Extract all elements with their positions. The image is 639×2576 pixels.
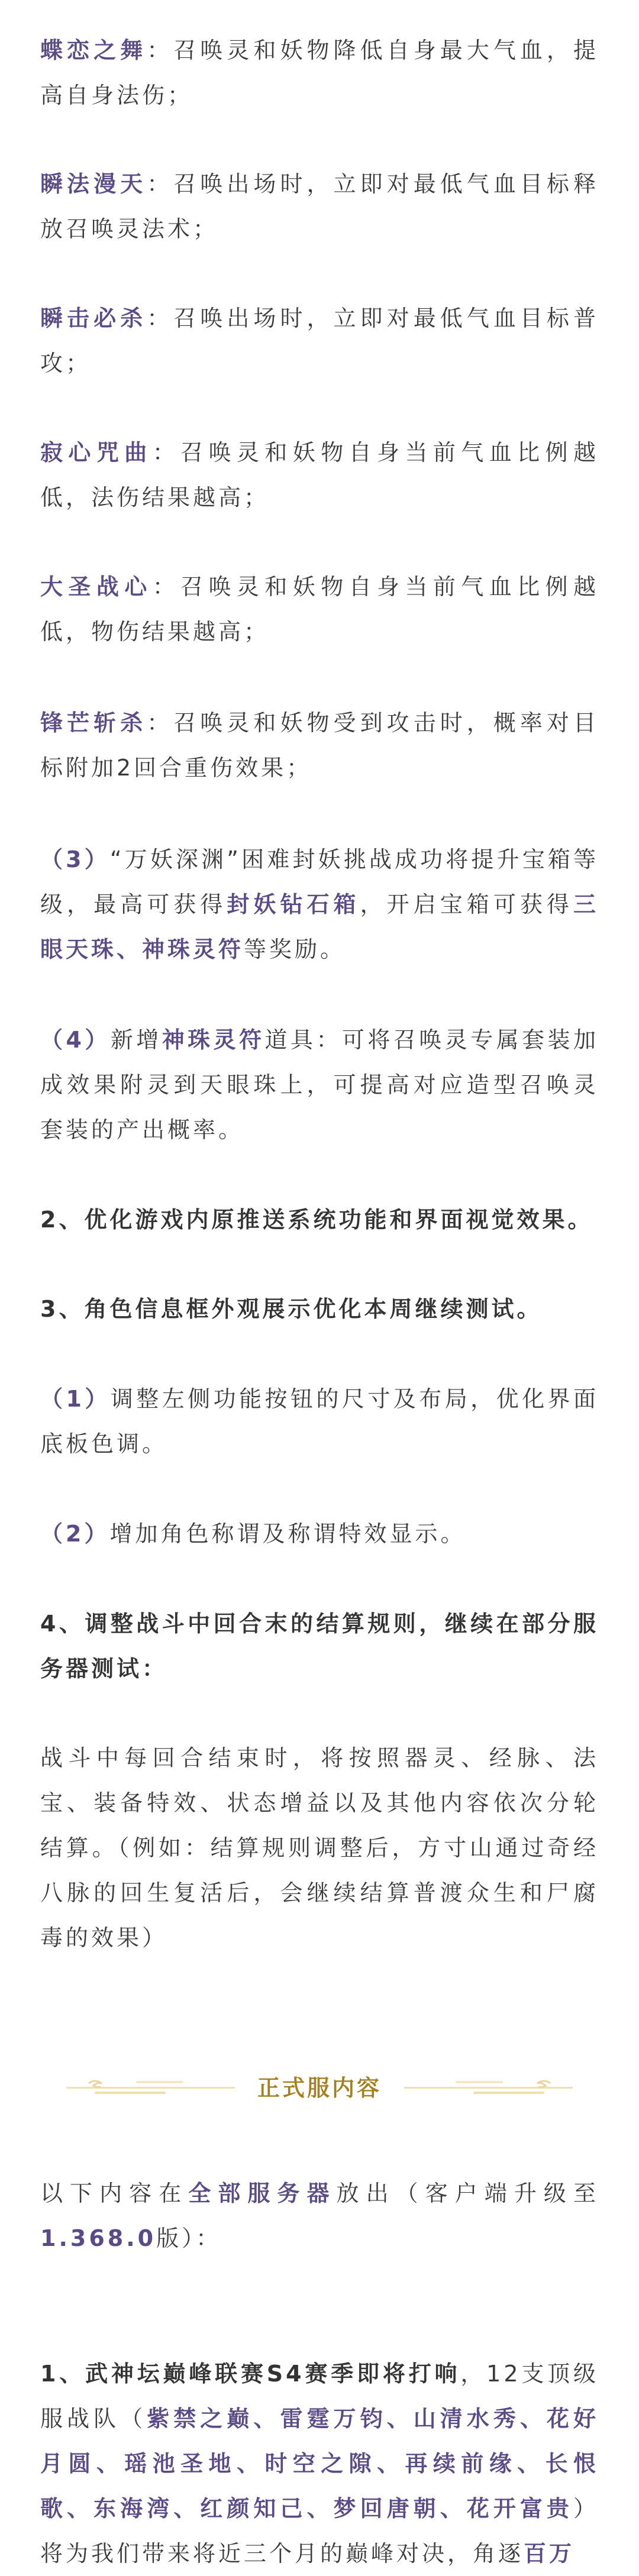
- item-text: ，开启宝箱可获得: [360, 891, 573, 917]
- skill-desc-4: [40, 430, 599, 520]
- point-3-heading: 3、角色信息框外观展示优化本周继续测试。: [40, 1296, 543, 1322]
- event-lead: 1、武神坛巅峰联赛S4赛季即将打响: [40, 2361, 461, 2387]
- event-text: ）将为我们带来将近三个月的巅峰对决，角逐: [40, 2496, 599, 2567]
- section-title: 正式服内容: [257, 2075, 382, 2101]
- skill-desc-2: [40, 161, 599, 251]
- highlight-reward: 封妖钻石箱: [227, 891, 360, 917]
- point-2-heading: 2、优化游戏内原推送系统功能和界面视觉效果。: [40, 1207, 593, 1233]
- item-3-paragraph: [40, 837, 599, 972]
- sub-item-1: [40, 1376, 599, 1466]
- release-paragraph: [40, 2171, 599, 2261]
- item-text: 新增: [110, 1027, 162, 1053]
- skill-desc-6: [40, 700, 599, 790]
- skill-text: ：召唤灵和妖物降低自身最大气血，提高自身法伤；: [40, 37, 599, 108]
- item-4-paragraph: [40, 1017, 599, 1152]
- skill-name: 瞬法漫天: [40, 171, 147, 197]
- skill-name: 蝶恋之舞: [40, 37, 147, 63]
- highlight-prize: 百万: [524, 2541, 575, 2567]
- team-list: 紫禁之巅、雷霆万钧、山清水秀、花好月圆、瑶池圣地、时空之隙、再续前缘、长恨歌、东海湾、红颜知己、梦回唐朝、花开富贵: [40, 2406, 599, 2522]
- skill-name: 寂心咒曲: [40, 439, 153, 466]
- skill-text: ：召唤灵和妖物自身当前气血比例越低，法伤结果越高；: [40, 439, 599, 510]
- skill-name: 瞬击必杀: [40, 305, 147, 331]
- release-text: 以下内容在: [40, 2180, 189, 2206]
- skill-text: ：召唤灵和妖物自身当前气血比例越低，物伤结果越高；: [40, 574, 599, 645]
- skill-name: 大圣战心: [40, 574, 153, 600]
- skill-text: ：召唤出场时，立即对最低气血目标释放召唤灵法术；: [40, 171, 599, 242]
- event-text: ，12支顶级服战队（: [40, 2361, 599, 2432]
- skill-text: ：召唤灵和妖物受到攻击时，概率对目标附加2回合重伤效果；: [40, 710, 599, 781]
- client-version: 1.368.0: [40, 2225, 157, 2251]
- item-prefix: （2）: [40, 1521, 110, 1547]
- sub-item-2: [40, 1511, 599, 1556]
- event-paragraph: [40, 2351, 599, 2576]
- highlight-servers: 全部服务器: [188, 2180, 337, 2206]
- item-text: 道具：可将召唤灵专属套装加成效果附灵到天眼珠上，可提高对应造型召唤灵套装的产出概率。: [40, 1027, 599, 1143]
- item-prefix: （1）: [40, 1386, 111, 1412]
- item-text: 增加角色称谓及称谓特效显示。: [109, 1521, 466, 1547]
- point-4-heading: 4、调整战斗中回合末的结算规则，继续在部分服务器测试：: [40, 1611, 599, 1682]
- item-prefix: （4）: [40, 1027, 111, 1053]
- skill-desc-1: [40, 28, 599, 118]
- skill-name: 锋芒斩杀: [40, 710, 147, 736]
- highlight-reward: 三眼天珠、神珠灵符: [40, 891, 599, 962]
- skill-desc-5: [40, 564, 599, 654]
- skill-desc-3: [40, 296, 599, 386]
- highlight-item: 神珠灵符: [162, 1027, 265, 1053]
- item-text: 调整左侧功能按钮的尺寸及布局，优化界面底板色调。: [40, 1386, 599, 1457]
- item-prefix: （3）: [40, 846, 110, 872]
- item-text: 等奖励。: [244, 936, 346, 962]
- item-text: “万妖深渊”困难封妖挑战成功将提升宝箱等级，最高可获得: [40, 846, 599, 917]
- release-text: 版）：: [156, 2225, 222, 2251]
- skill-text: ：召唤出场时，立即对最低气血目标普攻；: [40, 305, 599, 376]
- release-text: 放出（客户端升级至: [336, 2180, 599, 2206]
- settlement-paragraph: 战斗中每回合结束时，将按照器灵、经脉、法宝、装备特效、状态增益以及其他内容依次分轮结算。（例如：结算规则调整后，方寸山通过奇经八脉的回生复活后，会继续结算普渡众生和尸腐毒的效果）: [40, 1745, 599, 1951]
